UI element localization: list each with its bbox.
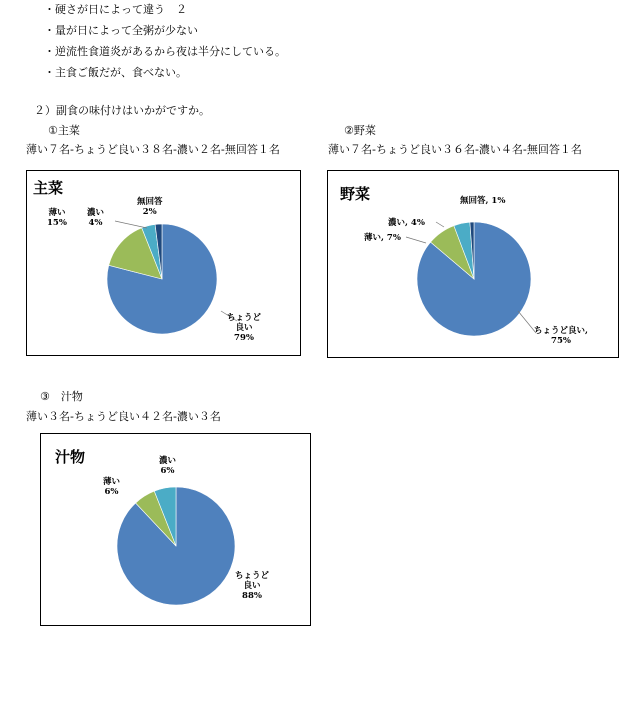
label-just-right: ちょうど 良い 88% <box>235 571 270 601</box>
chart-vegetables <box>327 170 619 358</box>
subsection-heading-veg: ②野菜 <box>344 124 376 137</box>
comment-line: ・主食ご飯だが、食べない。 <box>44 66 187 79</box>
comment-line: ・逆流性食道炎があるから夜は半分にしている。 <box>44 45 286 58</box>
comment-line: ・量が日によって全粥が少ない <box>44 24 198 37</box>
summary-main: 薄い７名-ちょうど良い３８名-濃い２名-無回答１名 <box>26 143 280 156</box>
label-thick: 濃い 4% <box>87 208 105 228</box>
chart-soup <box>40 433 311 626</box>
label-no-answer: 無回答 2% <box>137 197 163 217</box>
label-thick: 濃い, 4% <box>388 218 425 228</box>
comment-line: ・硬さが日によって違う ２ <box>44 3 187 16</box>
label-thick: 濃い 6% <box>159 456 177 476</box>
chart-title: 汁物 <box>55 448 86 466</box>
label-just-right: ちょうど良い, 75% <box>534 326 588 346</box>
leader-line <box>115 221 147 228</box>
summary-veg: 薄い７名-ちょうど良い３６名-濃い４名-無回答１名 <box>328 143 582 156</box>
label-no-answer: 無回答, 1% <box>460 196 506 206</box>
label-thin: 薄い 6% <box>103 477 121 497</box>
pie-svg <box>41 434 312 627</box>
section-title: ２）副食の味付けはいかがですか。 <box>34 104 210 117</box>
summary-soup: 薄い３名-ちょうど良い４２名-濃い３名 <box>26 410 221 423</box>
label-thin: 薄い, 7% <box>364 233 401 243</box>
label-thin: 薄い 15% <box>47 208 67 228</box>
subsection-heading-main: ①主菜 <box>48 124 80 137</box>
chart-title: 主菜 <box>33 179 64 197</box>
leader-line <box>406 237 426 243</box>
chart-main-dish <box>26 170 301 356</box>
chart-title: 野菜 <box>340 185 371 203</box>
label-just-right: ちょうど 良い 79% <box>227 313 262 343</box>
subsection-heading-soup: ③ 汁物 <box>40 390 83 403</box>
leader-line <box>436 222 444 227</box>
